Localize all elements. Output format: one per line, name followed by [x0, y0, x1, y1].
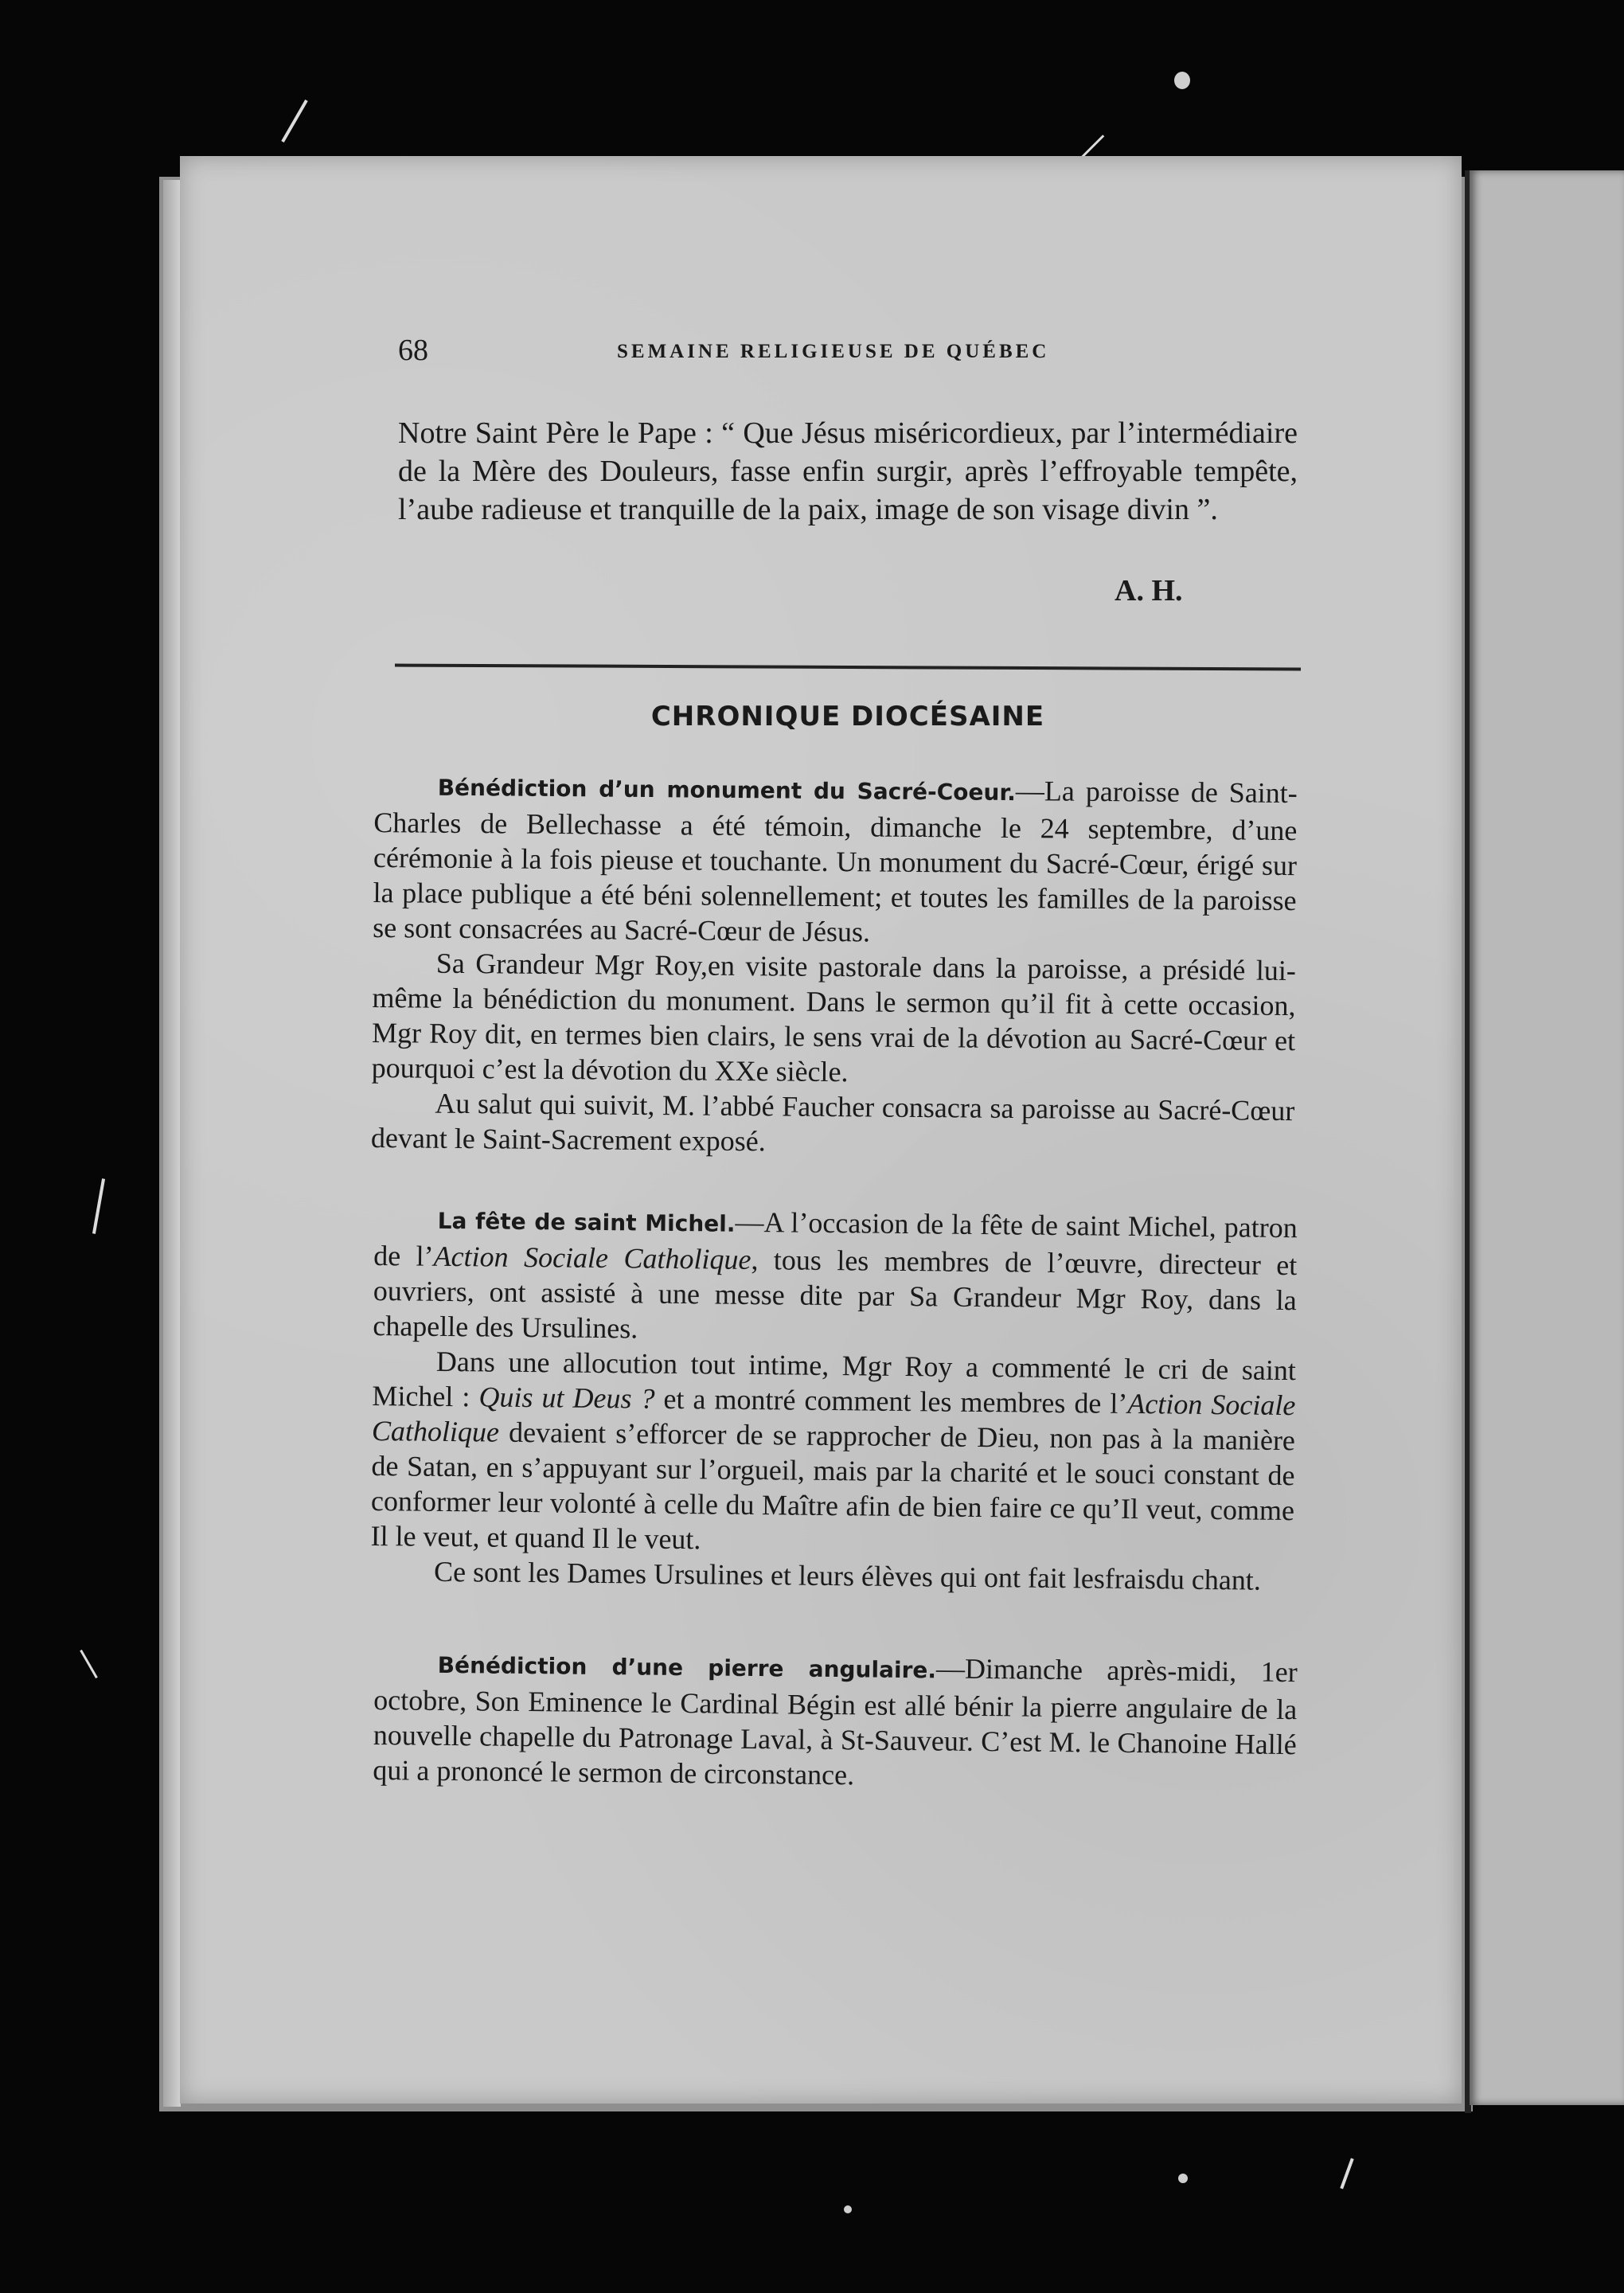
italic-title: Action Sociale Catholique — [433, 1240, 751, 1275]
film-scratch — [80, 1650, 98, 1678]
journal-title: SEMAINE RELIGIEUSE DE QUÉBEC — [617, 341, 1050, 362]
article-heading: La fête de saint Michel. — [437, 1207, 736, 1237]
film-scratch — [281, 100, 307, 143]
article-text: —Dimanche après-midi, 1er octobre, Son Eminence le Cardinal Bégin est allé bénir la pierre angulaire de la nouvelle chapelle du Patronage Laval, à St-Sauveur. C’est M. le Chanoine Hallé qui a prononcé le sermon de circonstance. — [373, 1652, 1298, 1791]
article-text: —A l’occasion de la fête de saint Michel, patron de l’ — [373, 1205, 1298, 1272]
article-heading: Bénédiction d’une pierre angulaire. — [437, 1651, 937, 1684]
article-paragraph — [373, 1201, 1298, 1353]
article-heading: Bénédiction d’un monument du Sacré-Coeur. — [437, 774, 1017, 807]
film-speck — [1174, 72, 1190, 89]
film-scratch — [92, 1178, 105, 1234]
signature: A. H. — [1115, 574, 1183, 607]
film-scratch — [1340, 2158, 1353, 2189]
running-head — [398, 333, 1298, 373]
article-text: , tous les membres de l’œuvre, directeur et ouvriers, ont assisté à une messe dite par Sa Grandeur Mgr Roy, dans la chapelle des Ursulines. — [373, 1243, 1298, 1345]
article-paragraph: Ce sont les Dames Ursulines et leurs élèves qui ont fait lesfraisdu chant. — [433, 1555, 1262, 1596]
article-text: et a montré comment les membres de l’ — [654, 1382, 1128, 1420]
article-text: —La paroisse de Saint-Charles de Bellechasse a été témoin, dimanche le 24 septembre, d’une cérémonie à la fois pieuse et touchante. Un monument du Sacré-Cœur, érigé sur la place publique a été béni solennellement; et toutes les familles de la paroisse se sont consacrées au Sacré-Cœur de Jésus. — [373, 775, 1298, 948]
adjacent-page — [1470, 170, 1624, 2105]
italic-latin: Quis ut Deus ? — [478, 1381, 655, 1415]
page-edge — [163, 180, 181, 2107]
article-monument — [371, 768, 1298, 1163]
article-paragraph — [373, 1645, 1298, 1797]
italic-title: Action Sociale Catholique — [371, 1387, 1296, 1448]
article-paragraph: Au salut qui suivit, M. l’abbé Faucher consacra sa paroisse au Sacré-Cœur devant le Saint-Sacrement exposé. — [370, 1087, 1295, 1158]
film-speck — [1178, 2174, 1188, 2183]
article-paragraph — [370, 1343, 1296, 1563]
quote-paragraph — [398, 414, 1298, 529]
article-text: Dans une allocution tout intime, Mgr Roy a commenté le cri de saint Michel : — [372, 1345, 1297, 1413]
article-pierre-angulaire — [373, 1645, 1298, 1797]
film-speck — [844, 2205, 852, 2213]
article-paragraph — [373, 768, 1298, 953]
article-saint-michel — [370, 1201, 1298, 1598]
section-title: CHRONIQUE DIOCÉSAINE — [650, 701, 1045, 732]
quote-text: Notre Saint Père le Pape : “ Que Jésus miséricordieux, par l’intermédiaire de la Mère des Douleurs, fasse enfin surgir, après l’effroyable tempête, l’aube radieuse et tranquille de la paix, image de son visage divin ”. — [398, 416, 1298, 526]
article-paragraph: Sa Grandeur Mgr Roy,en visite pastorale dans la paroisse, a présidé lui-même la bénédiction du monument. Dans le sermon qu’il fit à cette occasion, Mgr Roy dit, en termes bien clairs, le sens vrai de la dévotion au Sacré-Cœur et pourquoi c’est la dévotion du XXe siècle. — [371, 947, 1296, 1088]
page-number: 68 — [398, 334, 428, 367]
article-text: devaient s’efforcer de se rapprocher de Dieu, non pas à la manière de Satan, en s’appuyant sur l’orgueil, mais par la charité et le souci constant de conformer leur volonté à celle du Maître afin de bien faire ce qu’Il veut, comme Il le veut, et quand Il le veut. — [370, 1416, 1296, 1556]
